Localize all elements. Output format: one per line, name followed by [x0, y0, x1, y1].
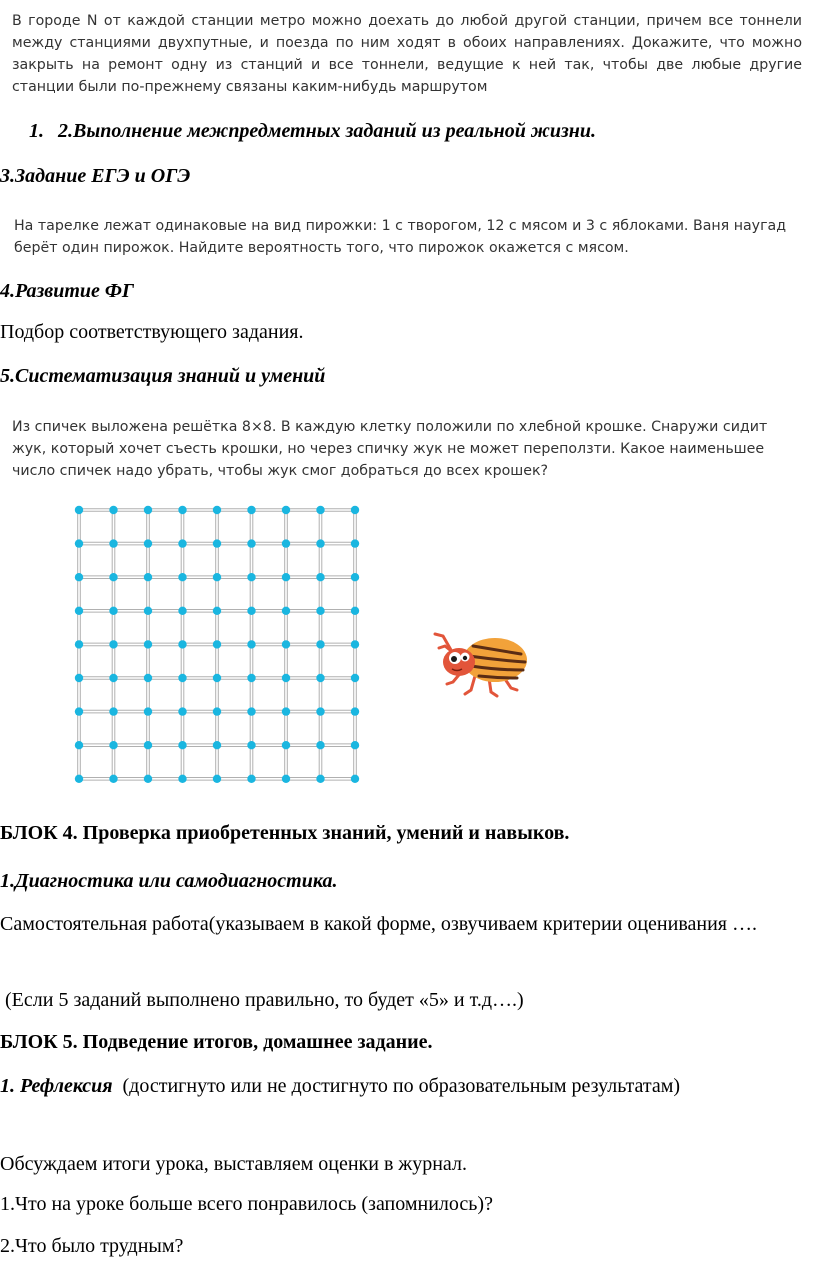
- grid-node: [109, 539, 117, 547]
- grid-node: [213, 775, 221, 783]
- grid-node: [144, 741, 152, 749]
- grid-node: [282, 707, 290, 715]
- grid-node: [109, 506, 117, 514]
- grid-node: [247, 707, 255, 715]
- grid-node: [351, 506, 359, 514]
- grid-node: [75, 707, 83, 715]
- grid-node: [316, 707, 324, 715]
- grid-node: [75, 607, 83, 615]
- grid-node: [178, 607, 186, 615]
- grid-node: [75, 573, 83, 581]
- grid-node: [282, 607, 290, 615]
- grid-node: [213, 707, 221, 715]
- grid-node: [247, 573, 255, 581]
- diagnostics-heading: 1.Диагностика или самодиагностика.: [0, 870, 338, 892]
- list-number: 1.: [29, 120, 44, 142]
- grid-node: [144, 707, 152, 715]
- heading-interdisciplinary: 2.Выполнение межпредметных заданий из реальной жизни.: [58, 120, 597, 142]
- grid-node: [247, 607, 255, 615]
- grid-node: [75, 640, 83, 648]
- grid-node: [282, 539, 290, 547]
- grid-node: [247, 674, 255, 682]
- match-grid-figure: [70, 500, 370, 790]
- grid-node: [213, 573, 221, 581]
- grid-node: [316, 741, 324, 749]
- grid-node: [75, 775, 83, 783]
- grid-node: [247, 640, 255, 648]
- grid-node: [213, 640, 221, 648]
- grid-node: [213, 674, 221, 682]
- grid-node: [351, 640, 359, 648]
- grid-node: [144, 674, 152, 682]
- grid-node: [247, 539, 255, 547]
- grid-node: [213, 506, 221, 514]
- discussion-text: Обсуждаем итоги урока, выставляем оценки в журнал.: [0, 1153, 467, 1175]
- grid-node: [144, 573, 152, 581]
- grid-node: [178, 707, 186, 715]
- grid-node: [351, 775, 359, 783]
- reflection-text: (достигнуто или не достигнуто по образовательным результатам): [122, 1075, 681, 1097]
- grid-node: [109, 775, 117, 783]
- grid-node: [109, 674, 117, 682]
- heading-systematization: 5.Систематизация знаний и умений: [0, 365, 326, 387]
- grid-node: [178, 539, 186, 547]
- grid-node: [247, 506, 255, 514]
- grid-node: [144, 775, 152, 783]
- task-matches: Из спичек выложена решётка 8×8. В каждую клетку положили по хлебной крошке. Снаружи сидит жук, который хочет съесть крошки, но через спичку жук не может переползти. Какое наименьшее число спичек надо убрать, чтобы жук смог добраться до всех крошек?: [12, 419, 768, 479]
- grid-node: [282, 573, 290, 581]
- grid-node: [144, 607, 152, 615]
- beetle-illustration: [425, 620, 535, 700]
- grid-node: [178, 506, 186, 514]
- grid-node: [282, 674, 290, 682]
- question-1: 1.Что на уроке больше всего понравилось (запомнилось)?: [0, 1193, 493, 1215]
- grid-node: [316, 506, 324, 514]
- heading-fg: 4.Развитие ФГ: [0, 280, 134, 302]
- grid-node: [351, 607, 359, 615]
- grid-node: [247, 741, 255, 749]
- grid-node: [351, 539, 359, 547]
- grid-node: [144, 640, 152, 648]
- grid-node: [75, 674, 83, 682]
- grid-node: [75, 741, 83, 749]
- grid-node: [351, 707, 359, 715]
- grid-node: [316, 674, 324, 682]
- reflection-paragraph: [0, 1070, 790, 1102]
- grid-node: [109, 741, 117, 749]
- text-fg: Подбор соответствующего задания.: [0, 321, 304, 343]
- task-subway: В городе N от каждой станции метро можно доехать до любой другой станции, причем все тоннели между станциями двухпутные, и поезда по ним ходят в обоих направлениях. Докажите, что можно закрыть на ремонт одну из станций и все тоннели, ведущие к ней так, чтобы две любые другие станции были по-прежнему связаны каким-нибудь маршрутом: [12, 13, 802, 95]
- grid-node: [316, 775, 324, 783]
- self-work-text: Самостоятельная работа(указываем в какой форме, озвучиваем критерии оценивания ….: [0, 913, 758, 935]
- grid-node: [75, 506, 83, 514]
- grid-node: [213, 607, 221, 615]
- grid-node: [109, 640, 117, 648]
- grid-node: [282, 741, 290, 749]
- criteria-content: (Если 5 заданий выполнено правильно, то будет «5» и т.д….): [5, 989, 524, 1011]
- grid-node: [144, 506, 152, 514]
- grid-node: [144, 539, 152, 547]
- grid-node: [213, 539, 221, 547]
- reflection-label: 1. Рефлексия: [0, 1075, 113, 1097]
- grid-node: [178, 674, 186, 682]
- grid-node: [282, 775, 290, 783]
- block4-heading: БЛОК 4. Проверка приобретенных знаний, умений и навыков.: [0, 822, 570, 844]
- grid-node: [178, 741, 186, 749]
- grid-node: [213, 741, 221, 749]
- block5-heading: БЛОК 5. Подведение итогов, домашнее задание.: [0, 1031, 433, 1053]
- heading-exam: 3.Задание ЕГЭ и ОГЭ: [0, 165, 191, 187]
- grid-node: [351, 674, 359, 682]
- grid-node: [178, 573, 186, 581]
- grid-node: [351, 573, 359, 581]
- grid-node: [282, 506, 290, 514]
- grid-node: [109, 573, 117, 581]
- task-pies: На тарелке лежат одинаковые на вид пирожки: 1 с творогом, 12 с мясом и 3 с яблоками. Ваня наугад берёт один пирожок. Найдите вероятность того, что пирожок окажется с мясом.: [14, 218, 787, 256]
- grid-node: [109, 707, 117, 715]
- grid-node: [178, 640, 186, 648]
- question-2: 2.Что было трудным?: [0, 1235, 184, 1257]
- grid-node: [316, 640, 324, 648]
- grid-node: [351, 741, 359, 749]
- grid-node: [178, 775, 186, 783]
- grid-node: [109, 607, 117, 615]
- grid-node: [247, 775, 255, 783]
- grid-node: [316, 607, 324, 615]
- grid-node: [282, 640, 290, 648]
- grid-node: [316, 573, 324, 581]
- criteria-text: [0, 984, 524, 1016]
- grid-node: [316, 539, 324, 547]
- grid-node: [75, 539, 83, 547]
